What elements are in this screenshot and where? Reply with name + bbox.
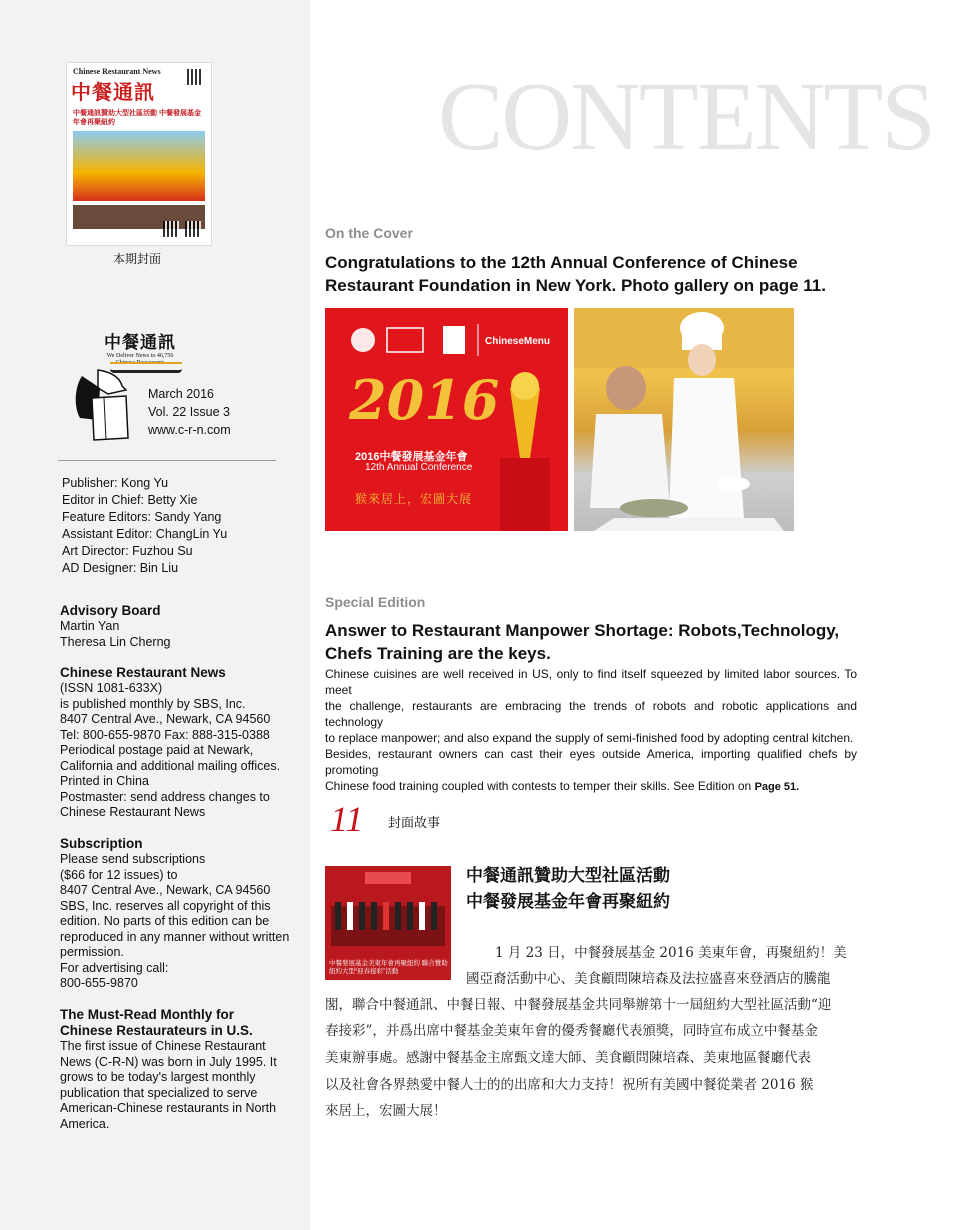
crn-line: Chinese Restaurant News	[60, 805, 206, 819]
cover-story-page-number[interactable]: 11	[330, 799, 364, 839]
special-body-line: Besides, restaurant owners can cast their eyes outside America, importing qualified chefs by promoting	[325, 747, 857, 777]
special-body-line-last	[325, 778, 857, 795]
mustread-line: grows to be today's largest monthly	[60, 1070, 256, 1084]
mustread-title-2: Chinese Restaurateurs in U.S.	[60, 1023, 253, 1038]
subscription-title: Subscription	[60, 836, 143, 851]
page-reference-link[interactable]: Page 51.	[754, 781, 800, 793]
mustread-line: American-Chinese restaurants in North	[60, 1101, 277, 1115]
issue-website[interactable]: www.c-r-n.com	[148, 423, 231, 437]
advisory-list	[60, 619, 298, 650]
on-the-cover-label: On the Cover	[325, 225, 413, 241]
cover-story-photo-caption: 中餐發展基金美東年會再聚紐約 聯合贊助紐約大型“迎春接彩”活動	[329, 960, 448, 975]
qr-code-icon	[185, 221, 201, 237]
special-body	[325, 666, 857, 795]
cover-story-label: 封面故事	[388, 815, 441, 830]
cover-story-para-line: 國亞裔活動中心、美食顧問陳培森及法拉盛喜來登酒店的騰龍	[466, 971, 831, 987]
poster-title-en: 12th Annual Conference	[365, 462, 473, 473]
group-photo-art	[325, 866, 451, 958]
chef-cooking-photo[interactable]	[574, 308, 794, 531]
qr-code-icon	[187, 69, 203, 85]
cover-headline-line-1[interactable]: Congratulations to the 12th Annual Conference of Chinese	[325, 253, 798, 272]
chinesemenu-logo: ChineseMenu	[485, 336, 551, 347]
subscription-line: 8407 Central Ave., Newark, CA 94560	[60, 883, 271, 897]
cover-thumb-name: Chinese Restaurant News	[73, 67, 161, 76]
cover-story-para-line: 閣，聯合中餐通訊、中餐日報、中餐發展基金共同舉辦第十一屆紐約大型社區活動“迎	[325, 997, 832, 1013]
mustread-title-1: The Must-Read Monthly for	[60, 1007, 234, 1022]
subscription-line: reproduced in any manner without written	[60, 929, 290, 944]
advisory-title: Advisory Board	[60, 603, 161, 618]
special-body-line: Chinese cuisines are well received in US, only to find itself squeezed by limited labor sources. To meet	[325, 667, 857, 697]
poster-title-cn: 2016中餐發展基金年會	[355, 451, 468, 463]
staff-art-director: Art Director: Fuzhou Su	[62, 544, 193, 558]
cover-story-para-line: 以及社會各界熱愛中餐人士的的出席和大力支持！祝所有美國中餐從業者 2016 猴	[325, 1077, 814, 1093]
special-headline-line-1[interactable]: Answer to Restaurant Manpower Shortage: Robots,Technology,	[325, 621, 840, 640]
waiter-icon	[68, 368, 150, 442]
staff-publisher: Publisher: Kong Yu	[62, 476, 169, 490]
masthead-tagline: We Deliver News to 46,756 Chinese Restaurants	[106, 353, 174, 366]
cover-story-para-line: 1 月 23 日，中餐發展基金 2016 美東年會，再聚紐約！美	[495, 945, 847, 961]
cover-headline-line-2[interactable]: Restaurant Foundation in New York. Photo gallery on page 11.	[325, 276, 826, 295]
crn-title: Chinese Restaurant News	[60, 665, 226, 680]
staff-feature-editors: Feature Editors: Sandy Yang	[62, 510, 222, 524]
advisory-member: Martin Yan	[60, 619, 120, 633]
crn-line: Postmaster: send address changes to	[60, 789, 270, 804]
crn-line: Periodical postage paid at Newark,	[60, 743, 254, 757]
issue-date: March 2016	[148, 387, 215, 401]
cover-thumbnail[interactable]	[66, 62, 212, 246]
crn-line: California and additional mailing offices.	[60, 758, 281, 773]
cover-caption: 本期封面	[112, 252, 161, 266]
subscription-line: For advertising call:	[60, 960, 169, 975]
cover-thumb-collage	[73, 131, 205, 201]
contents-title: CONTENTS	[438, 63, 934, 171]
staff-ad-designer: AD Designer: Bin Liu	[62, 561, 179, 575]
crn-line: is published monthly by SBS, Inc.	[60, 696, 246, 711]
cover-story-para-line: 春接彩”，并爲出席中餐基金美東年會的優秀餐廳代表頒獎，同時宣布成立中餐基金	[325, 1023, 818, 1039]
cover-story-title-1[interactable]: 中餐通訊贊助大型社區活動	[466, 866, 670, 886]
mustread-line: The first issue of Chinese Restaurant	[60, 1039, 266, 1053]
special-body-line: to replace manpower; and also expand the supply of semi-finished food by adopting central kitchen.	[325, 731, 854, 745]
mustread-line: News (C-R-N) was born in July 1995. It	[60, 1054, 277, 1069]
cover-story-para-line: 美東辦事處。感謝中餐基金主席甄文達大師、美食顧問陳培森、美東地區餐廳代表	[325, 1050, 811, 1066]
crn-line: 8407 Central Ave., Newark, CA 94560	[60, 712, 271, 726]
subscription-info	[60, 852, 298, 992]
qr-code-icon	[163, 221, 179, 237]
chef-scene	[574, 308, 794, 531]
cover-story-photo[interactable]	[325, 866, 451, 980]
issue-volume: Vol. 22 Issue 3	[148, 405, 231, 419]
cover-thumb-logo: 中餐通訊	[71, 80, 155, 104]
crn-info	[60, 681, 298, 821]
staff-editor-in-chief: Editor in Chief: Betty Xie	[62, 493, 198, 507]
special-body-final-text: Chinese food training coupled with contests to temper their skills. See Edition on	[325, 779, 755, 793]
cover-story-title-2[interactable]: 中餐發展基金年會再聚紐約	[466, 892, 670, 912]
cover-story-para-line: 來居上，宏圖大展！	[325, 1103, 447, 1119]
mustread-info	[60, 1039, 298, 1132]
advisory-member: Theresa Lin Cherng	[60, 634, 171, 649]
cover-thumb-headline: 中餐通訊贊助大型社區活動 中餐發展基金年會再聚紐約	[73, 110, 201, 126]
poster-slogan: 猴來居上，宏圖大展	[355, 492, 473, 506]
sidebar-divider	[58, 460, 276, 461]
subscription-line: edition. No parts of this edition can be	[60, 914, 270, 928]
conference-poster-photo[interactable]	[325, 308, 568, 531]
poster-year: 2016	[349, 368, 500, 432]
special-headline-line-2[interactable]: Chefs Training are the keys.	[325, 644, 551, 663]
mustread-line: publication that specialized to serve	[60, 1085, 258, 1100]
crn-line: (ISSN 1081-633X)	[60, 681, 163, 695]
subscription-line: 800-655-9870	[60, 976, 138, 990]
masthead-logo-cn: 中餐通訊	[104, 333, 176, 353]
crn-line: Tel: 800-655-9870 Fax: 888-315-0388	[60, 727, 270, 742]
special-body-line: the challenge, restaurants are embracing the trends of robots and robotic applications and technology	[325, 699, 857, 729]
special-edition-label: Special Edition	[325, 594, 426, 610]
crn-line: Printed in China	[60, 774, 149, 788]
subscription-line: ($66 for 12 issues) to	[60, 867, 178, 882]
subscription-line: permission.	[60, 945, 124, 959]
subscription-line: SBS, Inc. reserves all copyright of this	[60, 898, 271, 913]
staff-assistant-editor: Assistant Editor: ChangLin Yu	[62, 527, 228, 541]
subscription-line: Please send subscriptions	[60, 852, 206, 866]
mustread-line: America.	[60, 1116, 110, 1131]
